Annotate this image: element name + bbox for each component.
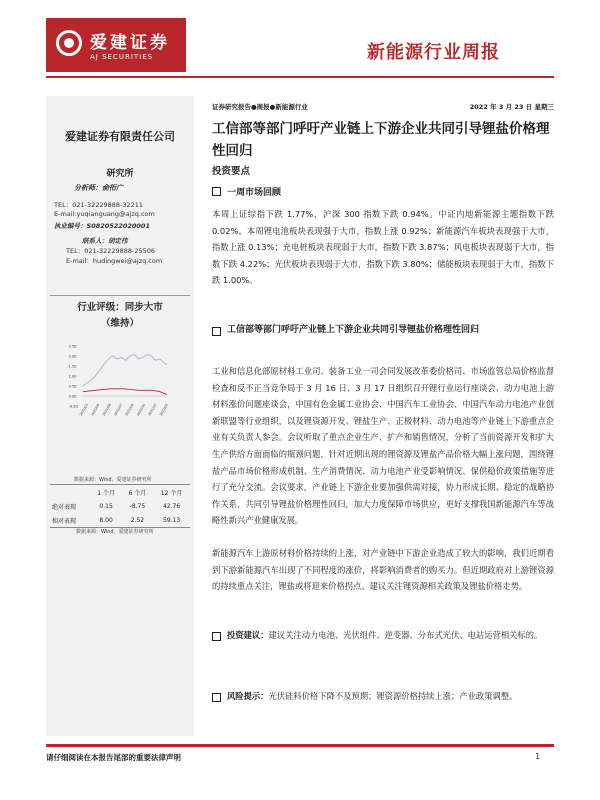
ytick: 2.50	[68, 344, 77, 349]
report-type-title: 新能源行业周报	[367, 42, 500, 63]
industry-index-line	[83, 355, 167, 386]
report-category: 证券研究报告●周报●新能源行业	[212, 103, 308, 111]
section-heading-lithium	[212, 322, 554, 339]
analyst-tel: TEL：021-32229888-32211	[54, 201, 144, 209]
rating-maintain: （维持）	[100, 318, 139, 329]
risk-warning-text: 光伏硅料价格下降不及预期；锂资源价格持续上涨；产业政策调整。	[268, 691, 518, 701]
logo-mark-icon	[56, 30, 82, 56]
company-logo	[46, 18, 186, 72]
svg-text:2021/10: 2021/10	[135, 402, 147, 417]
license-number: 执业编号：S0820522020001	[54, 222, 150, 230]
footer-divider	[46, 744, 554, 747]
table-header-row	[50, 485, 190, 500]
table-cell: 绝对表现	[52, 503, 77, 511]
market-review-paragraph: 本周上证综指下跌 1.77%，沪深 300 指数下跌 0.94%。中证内地新能源主题指数下跌 0.02%。本周锂电池板块表现强于大市，指数上涨 0.92%；新能源汽车板块表现强于大市，指数上涨 0.13%；充电桩板块表现弱于大市，指数下跌 3.87%；风电板块表现弱于大市，指数下跌 4.22%；光伏板块表现弱于大市，指数下跌 3.80%；储能板块表现弱于大市，指数下跌 1.00%。	[212, 209, 554, 286]
sidebar	[46, 96, 194, 736]
table-cell: 59.13	[162, 516, 181, 524]
section-heading-text: 一周市场回顾	[227, 188, 282, 198]
table-cell: -8.75	[129, 502, 146, 510]
analyst-email[interactable]: E-mail:yuqianguang@ajzq.com	[54, 210, 155, 218]
ytick: 0.00	[68, 394, 77, 399]
checkbox-bullet-icon	[212, 632, 221, 641]
table-cell: 8.00	[99, 516, 113, 524]
section-heading-market-review	[212, 185, 281, 198]
report-title: 工信部等部门呼吁产业链上下游企业共同引导锂盐价格理性回归	[212, 121, 550, 159]
performance-chart	[46, 336, 194, 436]
industry-rating	[50, 295, 190, 332]
table-cell: 相对表现	[52, 517, 77, 525]
logo-text-en: AJ SECURITIES	[90, 53, 154, 61]
ytick: 2.00	[68, 354, 77, 359]
table-cell: 2.52	[130, 516, 145, 524]
checkbox-bullet-icon	[212, 693, 221, 702]
ytick: 1.50	[68, 364, 77, 369]
table-header: 12 个月	[160, 489, 183, 497]
table-source: 数据来源：Wind，爱建证券研究所	[76, 529, 154, 535]
chart-xticks	[79, 403, 169, 417]
checkbox-bullet-icon	[212, 327, 221, 336]
checkbox-bullet-icon	[212, 187, 221, 196]
legal-disclaimer-note: 请仔细阅读在本报告尾部的重要法律声明	[46, 753, 181, 762]
investment-highlights-heading: 投资要点	[212, 166, 251, 177]
section-heading-text: 工信部等部门呼吁产业链上下游企业共同引导锂盐价格理性回归	[227, 325, 480, 335]
report-date: 2022 年 3 月 23 日 星期三	[469, 103, 554, 111]
chart-source: 数据来源：Wind，爱建证券研究所	[74, 477, 152, 483]
svg-text:2021/06: 2021/06	[101, 402, 112, 417]
risk-warning	[212, 688, 554, 705]
ytick: 1.00	[68, 374, 77, 379]
table-header: 1 个月	[97, 489, 115, 497]
logo-text-cn: 爱建证券	[90, 33, 170, 53]
lithium-paragraph-2: 新能源汽车上游原材料价格持续的上涨，对产业链中下游企业造成了较大的影响，我们近期看到下游新能源汽车出现了不同程度的涨价，将影响消费者的购买力。但近期政府对上游锂资源的持续重点关注，锂盐或将迎来价格拐点。建议关注锂资源相关政策及锂盐价格走势。	[212, 548, 554, 592]
company-name: 爱建证券有限责任公司	[65, 130, 175, 143]
svg-text:2021/03: 2021/03	[78, 402, 89, 417]
svg-text:2021/07: 2021/07	[113, 402, 124, 417]
benchmark-index-line	[83, 389, 167, 395]
rating-text: 行业评级：同步大市	[77, 302, 163, 313]
table-header	[50, 485, 90, 500]
ytick: -0.50	[68, 404, 78, 409]
svg-text:2021/04: 2021/04	[90, 402, 101, 417]
table-cell: 0.15	[99, 502, 113, 510]
performance-table	[50, 484, 190, 528]
table-header: 6 个月	[128, 489, 147, 497]
contact-name: 联系人：胡定伟	[82, 237, 128, 245]
page-number: 1	[535, 752, 540, 761]
table-row	[50, 513, 190, 528]
investment-advice-text: 建议关注动力电池、光伏组件、逆变器、分布式光伏、电站运营相关标的。	[268, 630, 543, 640]
report-meta-line	[212, 102, 554, 111]
svg-text:2021/12: 2021/12	[147, 402, 158, 417]
table-cell: 42.76	[162, 502, 181, 510]
contact-email[interactable]: E-mail：hudingwei@ajzq.com	[66, 257, 163, 265]
contact-tel: TEL：021-32229888-25506	[66, 247, 156, 255]
lithium-paragraph-1: 工业和信息化部原材料工业司、装备工业一司会同发展改革委价格司、市场监管总局价格监督检查和反不正当竞争局于 3 月 16 日、3 月 17 日组织召开锂行业运行座谈会、动力电池上游材料涨价问题座谈会，中国有色金属工业协会、中国汽车工业协会、中国汽车动力电池产业创新联盟等行业组织，以及锂资源开发、锂盐生产、正极材料、动力电池等产业链上下游重点企业有关负责人参会。会议听取了重点企业生产、扩产和销售情况，分析了当前资源开发和扩大生产供给方面面临的瓶颈问题，针对近期出现的锂资源及锂盐产品价格大幅上涨问题，围绕锂盐产品市场价格形成机制、生产消费情况、动力电池产业受影响情况、保供稳价政策措施等进行了充分交流。会议要求，产业链上下游企业要加强供需对接，协力形成长期、稳定的战略协作关系，共同引导锂盐价格理性回归，加大力度保障市场供应，更好支撑我国新能源汽车等战略性新兴产业健康发展。	[212, 366, 554, 526]
ytick: 0.50	[68, 384, 77, 389]
investment-advice-label: 投资建议：	[227, 630, 269, 640]
investment-advice	[212, 627, 554, 644]
table-row	[50, 499, 190, 513]
svg-text:2022/02: 2022/02	[158, 402, 169, 417]
svg-text:2021/09: 2021/09	[124, 402, 135, 417]
department-name: 研究所	[106, 169, 134, 179]
analyst-name: 分析师：俞衎广	[74, 184, 123, 192]
header-divider	[46, 76, 554, 78]
risk-warning-label: 风险提示：	[227, 691, 269, 701]
chart-yticks	[69, 344, 79, 408]
